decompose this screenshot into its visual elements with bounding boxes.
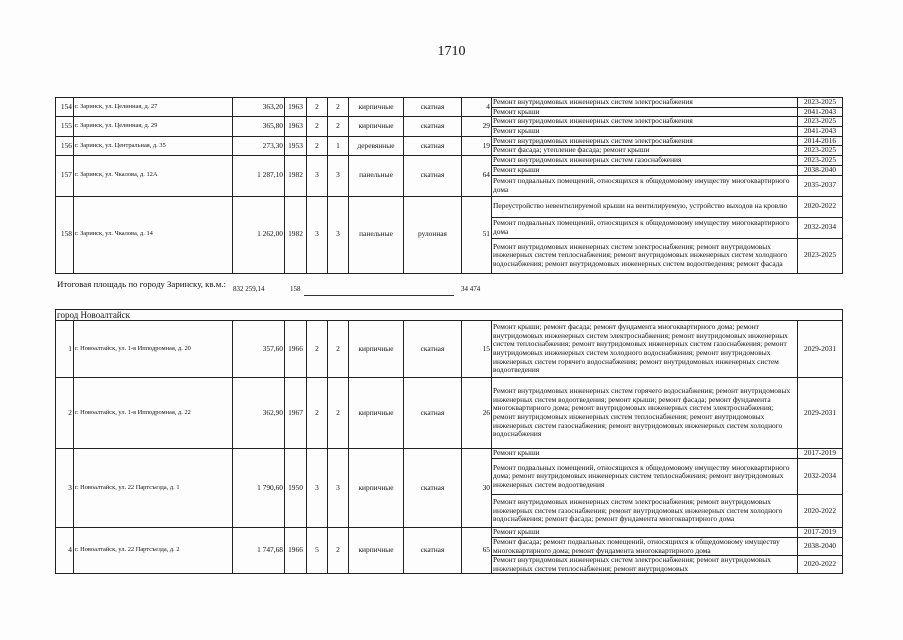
- roof-type: скатная: [404, 378, 462, 449]
- work-description: Ремонт подвальных помещений, относящихся к общедомовому имуществу многоквартирного дома; ремонт внутридомовых инженерных систем теплоснабжения; ремонт внутридомовых инженерных систем водоотведения: [492, 459, 798, 495]
- wall-material: деревянные: [349, 136, 404, 155]
- row-number: 2: [56, 378, 74, 449]
- work-period: 2041-2043: [798, 127, 843, 137]
- wear-value: 64: [462, 155, 492, 196]
- roof-type: скатная: [404, 98, 462, 117]
- row-number: 155: [56, 117, 74, 137]
- work-period: 2035-2037: [798, 175, 843, 196]
- work-period: 2023-2025: [798, 98, 843, 108]
- work-description: Ремонт внутридомовых инженерных систем электроснабжения; ремонт внутридомовых инженерных систем теплоснабжения; ремонт внутридомовых инженерных систем холодного водоснабжения; ремонт внутридомовых инженерных систем водоотведения; ремонт фасада: [492, 238, 798, 273]
- table-row: [56, 155, 843, 165]
- build-year: 1963: [285, 117, 307, 137]
- roof-type: скатная: [404, 155, 462, 196]
- work-description: Ремонт внутридомовых инженерных систем электроснабжения; ремонт внутридомовых инженерных систем теплоснабжения; ремонт внутридомовых: [492, 556, 798, 574]
- total-label: Итоговая площадь по городу Заринску, кв.м.:: [57, 279, 226, 289]
- work-period: 2014-2016: [798, 136, 843, 146]
- floor-count: 3: [307, 449, 328, 528]
- entrance-count: 1: [328, 136, 349, 155]
- build-year: 1950: [285, 449, 307, 528]
- work-description: Ремонт крыши: [492, 449, 798, 459]
- wall-material: кирпичные: [349, 528, 404, 574]
- floor-count: 2: [307, 378, 328, 449]
- register-table-zarinsk: [55, 97, 843, 274]
- entrance-count: 2: [328, 98, 349, 117]
- total-wear: 34 474: [461, 285, 481, 293]
- wall-material: панельные: [349, 155, 404, 196]
- floor-count: 3: [307, 155, 328, 196]
- build-year: 1982: [285, 196, 307, 273]
- register-table-novoaltaysk: [55, 309, 843, 574]
- table-row: [56, 196, 843, 217]
- house-area: 362,90: [233, 378, 285, 449]
- work-description: Ремонт внутридомовых инженерных систем электроснабжения: [492, 98, 798, 108]
- row-number: 158: [56, 196, 74, 273]
- page-number: 1710: [437, 44, 466, 59]
- house-address: г. Новоалтайск, ул. 22 Партсъезда, д. 1: [74, 449, 233, 528]
- floor-count: 2: [307, 321, 328, 378]
- wear-value: 65: [462, 528, 492, 574]
- roof-type: рулонная: [404, 196, 462, 273]
- floor-count: 2: [307, 98, 328, 117]
- work-period: 2020-2022: [798, 495, 843, 528]
- entrance-count: 3: [328, 449, 349, 528]
- work-description: Ремонт внутридомовых инженерных систем электроснабжения; ремонт внутридомовых инженерных систем газоснабжения; ремонт внутридомовых инженерных систем холодного водоснабжения; ремонт фасада; ремонт фундамента многоквартирного дома: [492, 495, 798, 528]
- entrance-count: 3: [328, 155, 349, 196]
- total-underline: [304, 295, 454, 296]
- build-year: 1966: [285, 528, 307, 574]
- entrance-count: 2: [328, 321, 349, 378]
- work-period: 2017-2019: [798, 449, 843, 459]
- house-area: 1 262,00: [233, 196, 285, 273]
- house-area: 365,80: [233, 117, 285, 137]
- entrance-count: 2: [328, 528, 349, 574]
- work-period: 2020-2022: [798, 556, 843, 574]
- house-address: г. Новоалтайск, ул. 1-я Ипподромная, д. 22: [74, 378, 233, 449]
- build-year: 1982: [285, 155, 307, 196]
- house-address: г. Заринск, ул. Целинная, д. 27: [74, 98, 233, 117]
- work-period: 2032-2034: [798, 217, 843, 238]
- house-area: 1 287,10: [233, 155, 285, 196]
- table-row: [56, 378, 843, 449]
- work-period: 2023-2025: [798, 238, 843, 273]
- roof-type: скатная: [404, 449, 462, 528]
- work-period: 2023-2025: [798, 117, 843, 127]
- wear-value: 19: [462, 136, 492, 155]
- work-description: Ремонт фасада; ремонт подвальных помещений, относящихся к общедомовому имуществу многоквартирного дома; ремонт фундамента многоквартирного дома: [492, 538, 798, 556]
- work-period: 2023-2025: [798, 155, 843, 165]
- house-area: 1 790,60: [233, 449, 285, 528]
- work-description: Ремонт фасада; утепление фасада; ремонт крыши: [492, 146, 798, 156]
- floor-count: 3: [307, 196, 328, 273]
- row-number: 1: [56, 321, 74, 378]
- floor-count: 2: [307, 136, 328, 155]
- roof-type: скатная: [404, 117, 462, 137]
- work-period: 2020-2022: [798, 196, 843, 217]
- city-header-row: [56, 310, 843, 321]
- wall-material: кирпичные: [349, 321, 404, 378]
- wall-material: панельные: [349, 196, 404, 273]
- roof-type: скатная: [404, 136, 462, 155]
- wall-material: кирпичные: [349, 449, 404, 528]
- work-description: Ремонт внутридомовых инженерных систем электроснабжения: [492, 136, 798, 146]
- total-area: 832 259,14: [233, 285, 265, 293]
- work-description: Ремонт внутридомовых инженерных систем газоснабжения: [492, 155, 798, 165]
- work-description: Ремонт внутридомовых инженерных систем горячего водоснабжения; ремонт внутридомовых инженерных систем водоотведения; ремонт крыши; ремонт фасада; ремонт фундамента многоквартирного дома; ремонт внутридомовых инженерных систем электроснабжения; ремонт внутридомовых инженерных систем теплоснабжения; ремонт внутридомовых инженерных систем газоснабжения; ремонт внутридомовых инженерных систем холодного водоснабжения: [492, 378, 798, 449]
- wear-value: 26: [462, 378, 492, 449]
- house-address: г. Заринск, ул. Чкалова, д. 14: [74, 196, 233, 273]
- build-year: 1953: [285, 136, 307, 155]
- house-address: г. Заринск, ул. Центральная, д. 35: [74, 136, 233, 155]
- work-description: Ремонт крыши: [492, 528, 798, 538]
- house-address: г. Новоалтайск, ул. 22 Партсъезда, д. 2: [74, 528, 233, 574]
- work-period: 2032-2034: [798, 459, 843, 495]
- entrance-count: 3: [328, 196, 349, 273]
- table-row: [56, 117, 843, 127]
- row-number: 3: [56, 449, 74, 528]
- wall-material: кирпичные: [349, 117, 404, 137]
- roof-type: скатная: [404, 528, 462, 574]
- floor-count: 2: [307, 117, 328, 137]
- build-year: 1967: [285, 378, 307, 449]
- house-area: 357,60: [233, 321, 285, 378]
- wear-value: 29: [462, 117, 492, 137]
- row-number: 154: [56, 98, 74, 117]
- work-period: 2029-2031: [798, 378, 843, 449]
- work-period: 2029-2031: [798, 321, 843, 378]
- work-description: Переустройство невентилируемой крыши на вентилируемую, устройство выходов на кровлю: [492, 196, 798, 217]
- build-year: 1963: [285, 98, 307, 117]
- wear-value: 30: [462, 449, 492, 528]
- roof-type: скатная: [404, 321, 462, 378]
- work-period: 2041-2043: [798, 107, 843, 117]
- table-row: [56, 528, 843, 538]
- work-period: 2038-2040: [798, 538, 843, 556]
- total-count: 158: [290, 285, 301, 293]
- work-description: Ремонт подвальных помещений, относящихся к общедомовому имуществу многоквартирного дома: [492, 175, 798, 196]
- row-number: 157: [56, 155, 74, 196]
- work-description: Ремонт крыши: [492, 165, 798, 175]
- wall-material: кирпичные: [349, 98, 404, 117]
- house-area: 1 747,68: [233, 528, 285, 574]
- city-header: город Новоалтайск: [56, 310, 843, 321]
- house-address: г. Заринск, ул. Чкалова, д. 12А: [74, 155, 233, 196]
- row-number: 156: [56, 136, 74, 155]
- work-description: Ремонт крыши; ремонт фасада; ремонт фундамента многоквартирного дома; ремонт внутридомовых инженерных систем электроснабжения; ремонт внутридомовых инженерных систем теплоснабжения; ремонт внутридомовых инженерных систем газоснабжения; ремонт внутридомовых инженерных систем холодного водоснабжения; ремонт внутридомовых инженерных систем горячего водоснабжения; ремонт внутридомовых инженерных систем водоотведения: [492, 321, 798, 378]
- house-area: 273,30: [233, 136, 285, 155]
- row-number: 4: [56, 528, 74, 574]
- wear-value: 4: [462, 98, 492, 117]
- table-row: [56, 98, 843, 108]
- work-description: Ремонт подвальных помещений, относящихся к общедомовому имуществу многоквартирного дома: [492, 217, 798, 238]
- work-description: Ремонт крыши: [492, 107, 798, 117]
- work-period: 2038-2040: [798, 165, 843, 175]
- table-row: [56, 136, 843, 146]
- total-row: [57, 279, 837, 301]
- table-row: [56, 449, 843, 459]
- work-period: 2023-2025: [798, 146, 843, 156]
- entrance-count: 2: [328, 378, 349, 449]
- house-address: г. Новоалтайск, ул. 1-я Ипподромная, д. 20: [74, 321, 233, 378]
- house-area: 363,20: [233, 98, 285, 117]
- house-address: г. Заринск, ул. Целинная, д. 29: [74, 117, 233, 137]
- work-period: 2017-2019: [798, 528, 843, 538]
- wear-value: 15: [462, 321, 492, 378]
- entrance-count: 2: [328, 117, 349, 137]
- table-row: [56, 321, 843, 378]
- build-year: 1966: [285, 321, 307, 378]
- work-description: Ремонт крыши: [492, 127, 798, 137]
- wear-value: 51: [462, 196, 492, 273]
- floor-count: 5: [307, 528, 328, 574]
- wall-material: кирпичные: [349, 378, 404, 449]
- work-description: Ремонт внутридомовых инженерных систем электроснабжения: [492, 117, 798, 127]
